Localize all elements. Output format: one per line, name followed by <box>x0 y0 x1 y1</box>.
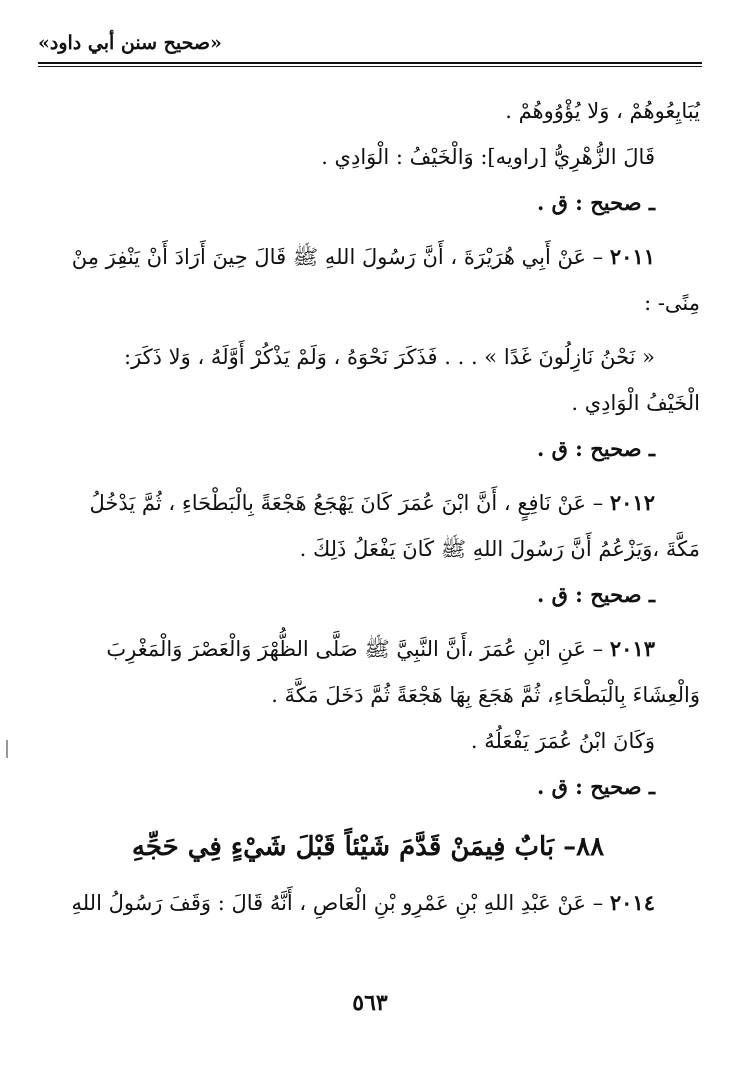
hadith-number: ٢٠١٢ <box>609 490 655 515</box>
grading-verdict: ـ صحيح : ق . <box>536 436 655 461</box>
page-body <box>36 88 700 926</box>
hadith-2013 <box>36 626 700 718</box>
chapter-heading: ٨٨– بَابٌ فِيمَنْ قَدَّمَ شَيْئاً قَبْلَ شَيْءٍ فِي حَجِّهِ <box>131 832 605 862</box>
page-number: ٥٦٣ <box>352 990 388 1016</box>
book-title: «صحيح سنن أبي داود» <box>38 32 222 54</box>
hadith-number: ٢٠١٤ <box>609 890 655 915</box>
grading-verdict: ـ صحيح : ق . <box>536 774 655 799</box>
hadith-2011-quote <box>36 334 700 426</box>
hadith-2013-note <box>36 718 700 764</box>
text-line: وَالْعِشَاءَ بِالْبَطْحَاءِ، ثُمَّ هَجَعَ بِهَا هَجْعَةً ثُمَّ دَخَلَ مَكَّةَ . <box>271 683 700 707</box>
header-rule <box>38 62 702 67</box>
hadith-2012 <box>36 480 700 572</box>
hadith-number: ٢٠١٣ <box>609 636 655 661</box>
hadith-first-line <box>36 480 700 526</box>
text-line: قَالَ الزُّهْرِيُّ [راويه]: وَالْخَيْفُ : الْوَادِي . <box>321 145 655 169</box>
text-line: « نَحْنُ نَازِلُونَ غَدًا » . . . فَذَكَرَ نَحْوَهُ ، وَلَمْ يَذْكُرْ أَوَّلَهُ ، وَلا ذَكَرَ: <box>124 345 655 369</box>
text-line: مَكَّةَ ،وَيَزْعُمُ أَنَّ رَسُولَ اللهِ ﷺ كَانَ يَفْعَلُ ذَلِكَ . <box>299 537 700 561</box>
grading-verdict: ـ صحيح : ق . <box>536 190 655 215</box>
hadith-2014 <box>36 880 700 926</box>
grading-verdict: ـ صحيح : ق . <box>536 582 655 607</box>
zuhri-note <box>36 134 700 180</box>
hadith-number: ٢٠١١ <box>609 244 655 269</box>
text-line: وَكَانَ ابْنُ عُمَرَ يَفْعَلُهُ . <box>470 729 655 753</box>
hadith-text: – عَنْ نَافِعٍ ، أَنَّ ابْنَ عُمَرَ كَانَ يَهْجَعُ هَجْعَةً بِالْبَطْحَاءِ ، ثُمَّ يَدْخُلُ <box>89 491 604 515</box>
hadith-text: – عَنْ أَبِي هُرَيْرَةَ ، أَنَّ رَسُولَ اللهِ ﷺ قَالَ حِينَ أَرَادَ أَنْ يَنْفِرَ مِنْ <box>71 245 604 269</box>
hadith-first-line <box>36 626 700 672</box>
continuation-paragraph <box>36 88 700 134</box>
hadith-text: – عَنْ عَبْدِ اللهِ بْنِ عَمْرِو بْنِ الْعَاصِ ، أَنَّهُ قَالَ : وَقَفَ رَسُولُ اللهِ <box>71 891 604 915</box>
running-header <box>38 28 702 62</box>
text-line: الْخَيْفُ الْوَادِي . <box>571 391 700 415</box>
hadith-first-line <box>36 880 700 926</box>
scan-edge-mark <box>6 740 8 758</box>
hadith-first-line <box>36 234 700 280</box>
text-line: يُبَايِعُوهُمْ ، وَلا يُؤْوُوهُمْ . <box>505 99 700 123</box>
hadith-2011 <box>36 234 700 326</box>
text-line: مِنًى- : <box>644 291 700 315</box>
hadith-text: – عَنِ ابْنِ عُمَرَ ،أَنَّ النَّبِيَّ ﷺ صَلَّى الظُّهْرَ وَالْعَصْرَ وَالْمَغْرِبَ <box>106 637 604 661</box>
